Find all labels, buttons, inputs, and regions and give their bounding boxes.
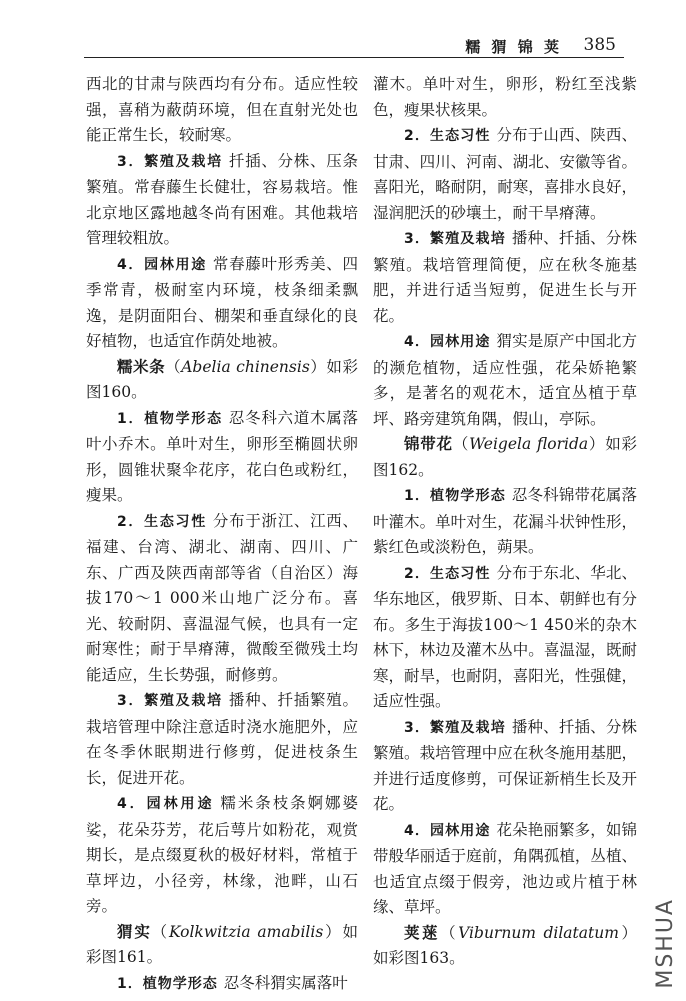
section-text: 播种、扦插、分株繁殖。栽培管理中应在秋冬施用基肥，并进行适度修剪，可保证新梢生长及开花。 — [373, 717, 637, 813]
section-text: 分布于山西、陕西、甘肃、四川、河南、湖北、安徽等省。喜阳光，略耐阴，耐寒，喜排水良好，湿润肥沃的砂壤土，耐干旱瘠薄。 — [373, 126, 637, 222]
section-lead: 1．植物学形态 — [117, 975, 218, 992]
section-lead: 2．生态习性 — [404, 128, 491, 144]
figure-ref: 如彩图160。 — [86, 357, 358, 401]
section-lead: 3．繁殖及栽培 — [404, 719, 506, 736]
paragraph: 西北的甘肃与陕西均有分布。适应性较强，喜稍为蔽荫环境，但在直射光处也能正常生长，较耐寒。 — [86, 75, 358, 144]
entry-heading: 猬实（Kolkwitzia amabilis）如彩图161。 — [86, 922, 358, 966]
entry-heading: 糯米条（Abelia chinensis）如彩图160。 — [86, 357, 358, 401]
section-text: 分布于东北、华北、华东地区，俄罗斯、日本、朝鲜也有分布。多生于海拔100～1 450米的杂木林下，林边及灌木丛中。喜温湿，既耐寒，耐旱，也耐阴，喜阳光，性强健，适应性强。 — [373, 563, 637, 710]
paragraph — [86, 252, 358, 355]
entry-name: 锦带花 — [404, 435, 453, 453]
section-lead: 4．园林用途 — [117, 256, 207, 273]
right-column — [373, 72, 637, 972]
entry-name: 糯米条 — [117, 357, 166, 376]
section-text: 常春藤叶形秀美、四季常青，极耐室内环境，枝条细柔飘逸，是阴面阳台、棚架和垂直绿化的良好植物，也适宜作荫处地被。 — [86, 254, 358, 350]
paragraph — [86, 509, 358, 689]
paragraph — [373, 483, 637, 561]
section-text: 忍冬科六道木属落叶小乔木。单叶对生，卵形至椭圆状卵形，圆锥状聚伞花序，花白色或粉红，瘦果。 — [86, 408, 358, 504]
header-rule — [84, 57, 624, 58]
paragraph — [373, 818, 637, 921]
figure-ref: 如彩图161。 — [86, 922, 358, 966]
latin-name: Abelia chinensis — [181, 357, 310, 376]
section-lead: 3．繁殖及栽培 — [117, 153, 223, 170]
section-lead: 1．植物学形态 — [404, 488, 506, 504]
figure-ref: 如彩图163。 — [373, 949, 465, 967]
paragraph — [373, 329, 637, 432]
section-text: 播种、扦插、分株繁殖。栽培管理简便，应在秋冬施基肥，并进行适当短剪，促进生长与开花。 — [373, 229, 637, 325]
section-text: 猬实是原产中国北方的濒危植物，适应性强，花朵娇艳繁多，是著名的观花木，适宜丛植于草坪、路旁建筑角隅，假山，亭际。 — [373, 332, 637, 428]
section-lead: 3．繁殖及栽培 — [404, 231, 506, 247]
section-text: 忍冬科锦带花属落叶灌木。单叶对生，花漏斗状钟性形，紫红色或淡粉色，蒴果。 — [373, 486, 637, 556]
paragraph — [86, 149, 358, 252]
paragraph — [373, 715, 637, 818]
paragraph — [373, 123, 637, 226]
paragraph — [373, 561, 637, 715]
page-number: 385 — [583, 35, 616, 55]
paragraph — [373, 226, 637, 329]
entry-heading: 荚蒾（Viburnum dilatatum）如彩图163。 — [373, 923, 637, 967]
section-text: 播种、扦插繁殖。栽培管理中除注意适时浇水施肥外，应在冬季休眠期进行修剪，促进枝条生长，促进开花。 — [86, 691, 358, 787]
latin-name: Weigela florida — [469, 435, 589, 453]
entry-name: 猬实 — [117, 922, 152, 941]
section-text: 糯米条枝条婀娜婆娑，花朵芬芳，花后萼片如粉花，观赏期长，是点缀夏秋的极好材料，常植于草坪边，小径旁，林缘，池畔，山石旁。 — [86, 794, 358, 915]
section-text: 忍冬科猬实属落叶 — [223, 973, 348, 992]
paragraph — [86, 406, 358, 509]
entry-name: 荚蒾 — [404, 923, 441, 942]
section-lead: 1．植物学形态 — [117, 410, 223, 427]
watermark: MSHUA — [653, 898, 678, 989]
section-lead: 3．繁殖及栽培 — [117, 693, 223, 709]
paragraph: 灌木。单叶对生，卵形，粉红至浅紫色，瘦果状核果。 — [373, 75, 637, 119]
section-lead: 2．生态习性 — [404, 565, 491, 582]
paragraph — [86, 688, 358, 791]
section-text: 花朵艳丽繁多，如锦带般华丽适于庭前，角隅孤植，丛植、也适宜点缀于假旁，池边或片植于林缘、草坪。 — [373, 820, 637, 916]
section-text: 扦插、分株、压条繁殖。常春藤生长健壮，容易栽培。惟北京地区露地越冬尚有困难。其他栽培管理较粗放。 — [86, 151, 358, 247]
section-lead: 4．园林用途 — [117, 796, 215, 812]
entry-heading: 锦带花（Weigela florida）如彩图162。 — [373, 435, 637, 479]
paragraph — [86, 971, 358, 998]
left-column — [86, 72, 358, 997]
latin-name: Viburnum dilatatum — [458, 923, 619, 942]
latin-name: Kolkwitzia amabilis — [168, 922, 324, 941]
section-lead: 4．园林用途 — [404, 822, 491, 839]
page-header — [84, 30, 624, 58]
paragraph — [86, 791, 358, 920]
section-lead: 4．园林用途 — [404, 334, 491, 350]
figure-ref: 如彩图162。 — [373, 435, 637, 479]
section-lead: 2．生态习性 — [117, 513, 207, 530]
section-text: 分布于浙江、江西、福建、台湾、湖北、湖南、四川、广东、广西及陕西南部等省（自治区）海拔170～1 000米山地广泛分布。喜光、较耐阴、喜温湿气候，也具有一定耐寒性；耐于旱瘠薄，微酸至微残土均能适应，生长势强，耐修剪。 — [86, 511, 358, 684]
running-title: 糯 猬 锦 荚 — [465, 38, 562, 56]
